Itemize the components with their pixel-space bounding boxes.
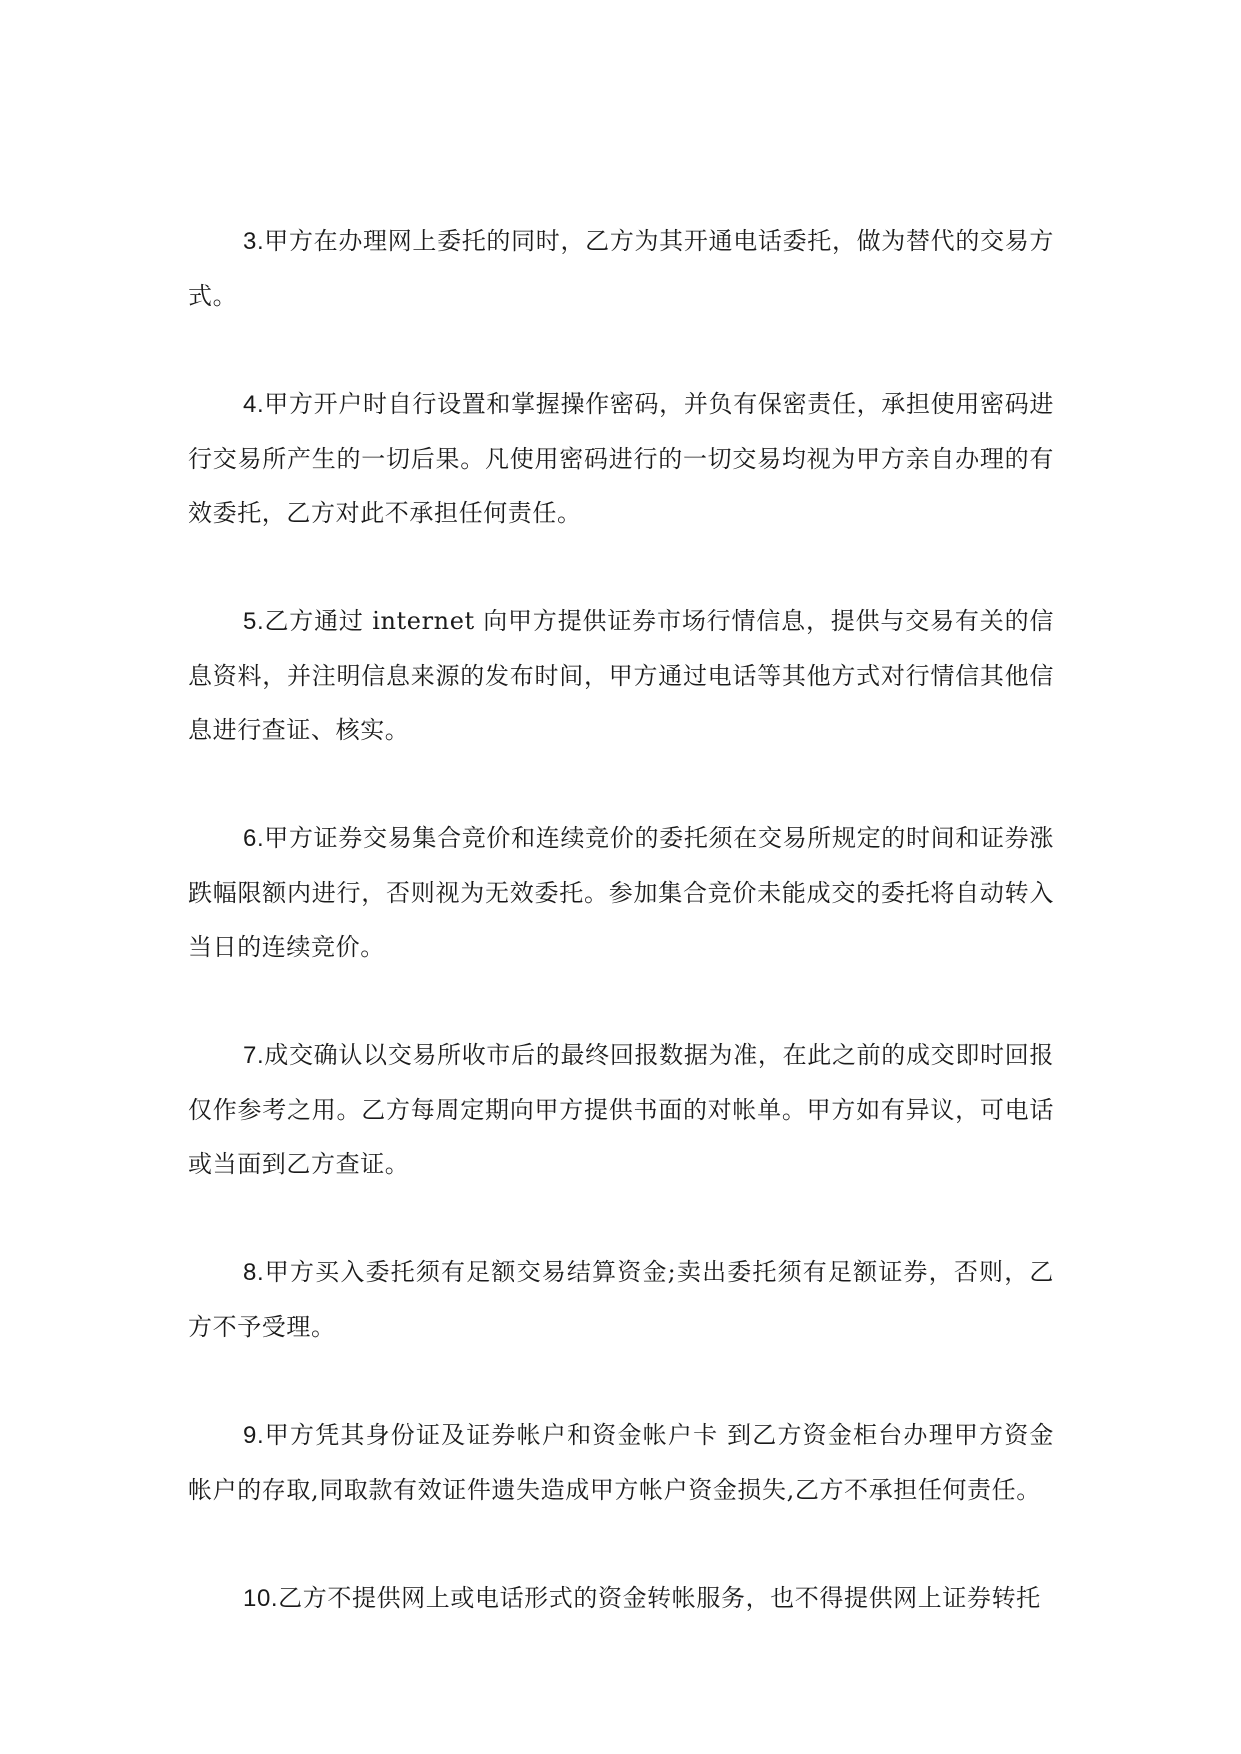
clause-number: 4. — [243, 391, 265, 418]
clause-number: 8. — [243, 1259, 265, 1286]
clause-number: 9. — [243, 1422, 265, 1449]
document-body — [188, 214, 1054, 1678]
clause-text: 乙方不提供网上或电话形式的资金转帐服务，也不得提供网上证券转托 — [278, 1584, 1041, 1612]
clause-number: 7. — [243, 1042, 265, 1069]
clause-text: 甲方证券交易集合竞价和连续竞价的委托须在交易所规定的时间和证券涨跌幅限额内进行，否则视为无效委托。参加集合竞价未能成交的委托将自动转入当日的连续竞价。 — [188, 824, 1054, 961]
paragraph-clause-10 — [188, 1571, 1054, 1626]
clause-number: 5. — [243, 608, 265, 635]
paragraph-clause-5 — [188, 594, 1054, 757]
clause-number: 3. — [243, 228, 265, 255]
clause-number: 6. — [243, 825, 265, 852]
clause-number: 10. — [243, 1585, 279, 1612]
clause-text: 甲方在办理网上委托的同时，乙方为其开通电话委托，做为替代的交易方式。 — [188, 227, 1054, 310]
clause-text: 甲方买入委托须有足额交易结算资金;卖出委托须有足额证券，否则，乙方不予受理。 — [188, 1258, 1054, 1341]
paragraph-clause-8 — [188, 1245, 1054, 1354]
clause-text: 甲方开户时自行设置和掌握操作密码，并负有保密责任，承担使用密码进行交易所产生的一切后果。凡使用密码进行的一切交易均视为甲方亲自办理的有效委托，乙方对此不承担任何责任。 — [188, 390, 1054, 527]
clause-text: 乙方通过 internet 向甲方提供证券市场行情信息，提供与交易有关的信息资料，并注明信息来源的发布时间，甲方通过电话等其他方式对行情信其他信息进行查证、核实。 — [188, 607, 1054, 744]
paragraph-clause-7 — [188, 1028, 1054, 1191]
clause-text: 成交确认以交易所收市后的最终回报数据为准，在此之前的成交即时回报仅作参考之用。乙方每周定期向甲方提供书面的对帐单。甲方如有异议，可电话或当面到乙方查证。 — [188, 1041, 1054, 1178]
clause-text: 甲方凭其身份证及证券帐户和资金帐户卡 到乙方资金柜台办理甲方资金帐户的存取,同取款有效证件遗失造成甲方帐户资金损失,乙方不承担任何责任。 — [188, 1421, 1054, 1504]
paragraph-clause-3 — [188, 214, 1054, 323]
paragraph-clause-4 — [188, 377, 1054, 540]
paragraph-clause-9 — [188, 1408, 1054, 1517]
paragraph-clause-6 — [188, 811, 1054, 974]
